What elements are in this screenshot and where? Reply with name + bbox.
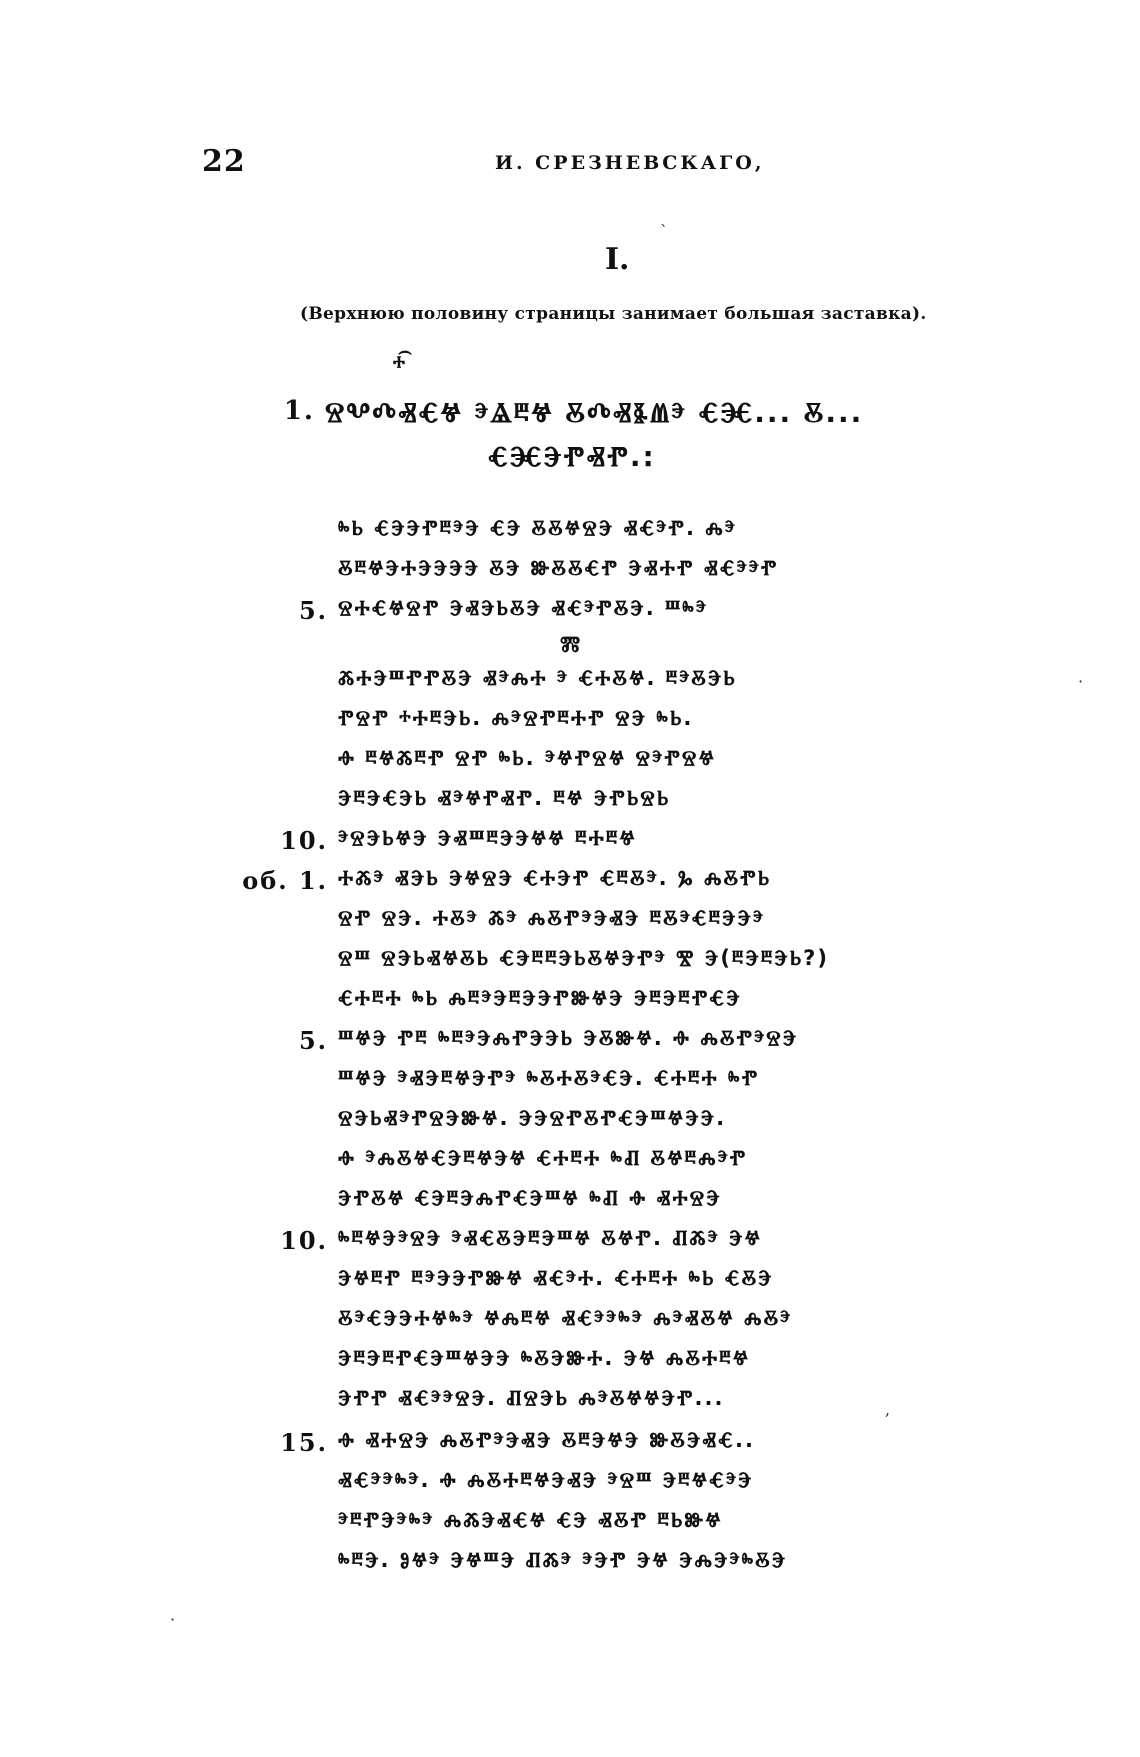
text-line: [280, 826, 637, 855]
line-number: об. 1.: [242, 866, 328, 895]
line-text: ⰆⰀⰅⰞⰒⰒⰋⰅ ⰟⰵⰎⰀ ⰵ ⰤⰀⰋⰝ. ⰱⰵⰋⰅⰓ: [338, 666, 737, 690]
line-number: 5.: [298, 596, 328, 625]
text-line: [242, 866, 772, 895]
editorial-note: (Верхнюю половину страницы занимает большая заставка).: [300, 304, 927, 324]
text-line: [338, 1186, 722, 1211]
text-line: [338, 1508, 723, 1533]
line-text: Ⱚ ⰵⰎⰋⰝⰤⰅⰱⰝⰅⰝ ⰤⰀⰱⰀ ⰸⰚ ⰋⰝⰱⰎⰵⰒ: [338, 1146, 748, 1170]
line-text: ⰟⰤⰵⰵⰸⰵ. Ⱚ ⰎⰋⰀⰱⰝⰅⰟⰅ ⰵⰔⰞ ⰅⰱⰝⰤⰵⰅ: [338, 1468, 754, 1492]
text-line: [338, 1066, 759, 1091]
section-numeral: I.: [605, 242, 630, 277]
line-text: ⰒⰔⰒ ⰰⰀⰱⰅⰓ. ⰎⰵⰔⰒⰱⰀⰒ ⰔⰅ ⰸⰓ.: [338, 706, 694, 730]
line-text: ⰅⰱⰅⰱⰒⰤⰅⰞⰝⰅⰅ ⰸⰋⰅⰖⰀ. ⰅⰝ ⰎⰋⰀⰱⰝ: [338, 1346, 751, 1370]
line-number: 15.: [280, 1428, 328, 1457]
line-text: ⰋⰱⰝⰅⰀⰅⰅⰅⰅ ⰋⰅ ⰖⰋⰋⰤⰒ ⰅⰟⰀⰒ ⰟⰤⰵⰵⰒ: [338, 556, 779, 580]
line-text: ⰞⰝⰅ ⰵⰟⰅⰱⰝⰅⰒⰵ ⰸⰋⰀⰋⰵⰤⰅ. ⰤⰀⰱⰀ ⰸⰒ: [338, 1066, 760, 1090]
text-line: [338, 1346, 750, 1371]
text-line: [338, 1106, 726, 1131]
text-line: [488, 440, 656, 474]
line-text: ⰔⰀⰤⰝⰔⰒ ⰅⰟⰅⰓⰋⰅ ⰟⰤⰵⰒⰋⰅ. Ⱎⰸⰵ: [338, 596, 708, 620]
line-text: ⰔⰞ ⰔⰅⰓⰟⰝⰋⰓ ⰤⰅⰱⰱⰅⰓⰋⰝⰅⰒⰵ Ⰺ Ⰵ(ⰱⰅⰱⰅⰓ?): [338, 946, 829, 970]
line-text: Ⱚ ⰟⰀⰔⰅ ⰎⰋⰒⰵⰅⰟⰅ ⰋⰱⰅⰝⰅ ⰖⰋⰅⰟⰤ..: [338, 1428, 755, 1452]
line-text: ⰀⰆⰵ ⰟⰅⰓ ⰅⰝⰔⰅ ⰤⰀⰅⰒ ⰤⰱⰋⰵ. Ⰳ ⰎⰋⰒⰓ: [338, 866, 772, 890]
line-text: ⰵⰱⰒⰅⰵⰸⰵ ⰎⰆⰅⰟⰤⰝ ⰤⰅ ⰟⰋⰒ ⰱⰓⰖⰝ: [338, 1508, 723, 1532]
stray-mark: ·: [1078, 672, 1084, 691]
text-line: [338, 786, 670, 811]
line-text: ⰅⰒⰒ ⰟⰤⰵⰵⰔⰅ. ⰚⰔⰅⰓ ⰎⰵⰋⰝⰝⰅⰒ...: [338, 1386, 725, 1410]
line-text: Ⱚ ⰱⰝⰆⰱⰒ ⰔⰒ ⰸⰓ. ⰵⰝⰒⰔⰝ ⰔⰵⰒⰔⰝ: [338, 746, 716, 770]
text-line: [338, 946, 829, 971]
text-line: [338, 1306, 792, 1331]
text-line: [338, 706, 693, 731]
line-text: ⰸⰓ ⰤⰅⰅⰒⰱⰵⰅ ⰤⰅ ⰋⰋⰝⰔⰅ ⰟⰤⰵⰒ. Ⰾⰵ: [338, 516, 737, 540]
line-text: ⰸⰱⰅ. ⰑⰝⰵ ⰅⰝⰞⰅ ⰚⰆⰵ ⰵⰅⰒ ⰅⰝ ⰅⰎⰅⰵⰸⰋⰅ: [338, 1548, 788, 1572]
line-text: ⰔⰅⰓⰟⰵⰒⰔⰅⰖⰝ. ⰅⰅⰔⰒⰋⰒⰤⰅⰞⰝⰅⰅ.: [338, 1106, 727, 1130]
line-number: 5.: [298, 1026, 328, 1055]
text-line: [338, 1266, 774, 1291]
text-line: [338, 556, 778, 581]
line-number: 1.: [283, 396, 315, 426]
title-superscript-mark: ⰰ͡: [393, 352, 405, 377]
text-line: [338, 986, 742, 1011]
stray-mark: `: [660, 222, 668, 241]
stray-mark: ·: [170, 1610, 176, 1629]
text-line: [338, 1146, 747, 1171]
running-head: И. СРЕЗНЕВСКАГО,: [495, 152, 765, 174]
text-line: [338, 1468, 754, 1493]
text-line: [280, 1226, 763, 1255]
text-line: [338, 666, 737, 691]
text-line: [298, 596, 708, 625]
line-number: 10.: [280, 1226, 328, 1255]
line-text: ⰔⰒ ⰔⰅ. ⰀⰋⰵ Ⰶⰵ ⰎⰋⰒⰵⰅⰟⰅ ⰱⰋⰵⰤⰱⰅⰅⰵ: [338, 906, 766, 930]
text-line: [298, 1026, 799, 1055]
line-text: ⰤⰀⰱⰀ ⰸⰓ ⰎⰱⰵⰅⰱⰅⰅⰒⰖⰝⰅ ⰅⰱⰅⰱⰒⰤⰅ: [338, 986, 742, 1010]
text-line: [338, 1386, 724, 1411]
line-text: ⰅⰝⰱⰒ ⰱⰵⰅⰅⰒⰖⰝ ⰟⰤⰵⰀ. ⰤⰀⰱⰀ ⰸⰓ ⰤⰋⰅ: [338, 1266, 774, 1290]
line-text: ⰞⰝⰅ Ⱂⰱ ⰸⰱⰵⰅⰎⰒⰅⰅⰓ ⰅⰋⰖⰝ. Ⱚ ⰎⰋⰒⰵⰔⰅ: [338, 1026, 799, 1050]
text-line: [338, 746, 716, 771]
text-line: [338, 516, 737, 541]
text-line: [280, 1428, 755, 1457]
text-line: [560, 632, 582, 657]
text-line: [338, 1548, 787, 1573]
line-number: 10.: [280, 826, 328, 855]
stray-mark: ,: [885, 1400, 891, 1419]
line-text: ⰅⰱⰅⰤⰅⰓ ⰟⰵⰝⰒⰟⰒ. ⰱⰝ ⰅⰒⰓⰔⰓ: [338, 786, 671, 810]
line-text: ⰅⰒⰋⰝ ⰤⰅⰱⰅⰎⰒⰤⰅⰞⰝ ⰸⰚ Ⱚ ⰟⰀⰔⰅ: [338, 1186, 722, 1210]
line-text: Ⰿ: [560, 632, 583, 656]
page-number: 22: [202, 144, 246, 179]
line-text: ⰵⰔⰅⰓⰝⰅ ⰅⰟⰞⰱⰅⰅⰝⰝ ⰱⰀⰱⰝ: [338, 826, 637, 850]
line-text: ⰸⰱⰝⰅⰵⰔⰅ ⰵⰟⰤⰋⰅⰱⰅⰞⰝ ⰋⰝⰒ. ⰚⰆⰵ ⰅⰝ: [338, 1226, 763, 1250]
line-text: ⰤⰧⰅⰒⰟⰒ.:: [488, 440, 656, 473]
line-text: ⰋⰵⰤⰅⰅⰀⰝⰸⰵ ⰝⰎⰱⰝ ⰟⰤⰵⰵⰸⰵ ⰎⰵⰟⰋⰝ ⰎⰋⰵ: [338, 1306, 793, 1330]
line-text: ⰔⰂⰄⰟⰤⰝ ⰵⰡⰱⰝ ⰋⰄⰟⰫⰮⰵ ⰤⰧ... Ⰻ...: [325, 396, 864, 429]
text-line: [283, 396, 864, 430]
text-line: [338, 906, 765, 931]
